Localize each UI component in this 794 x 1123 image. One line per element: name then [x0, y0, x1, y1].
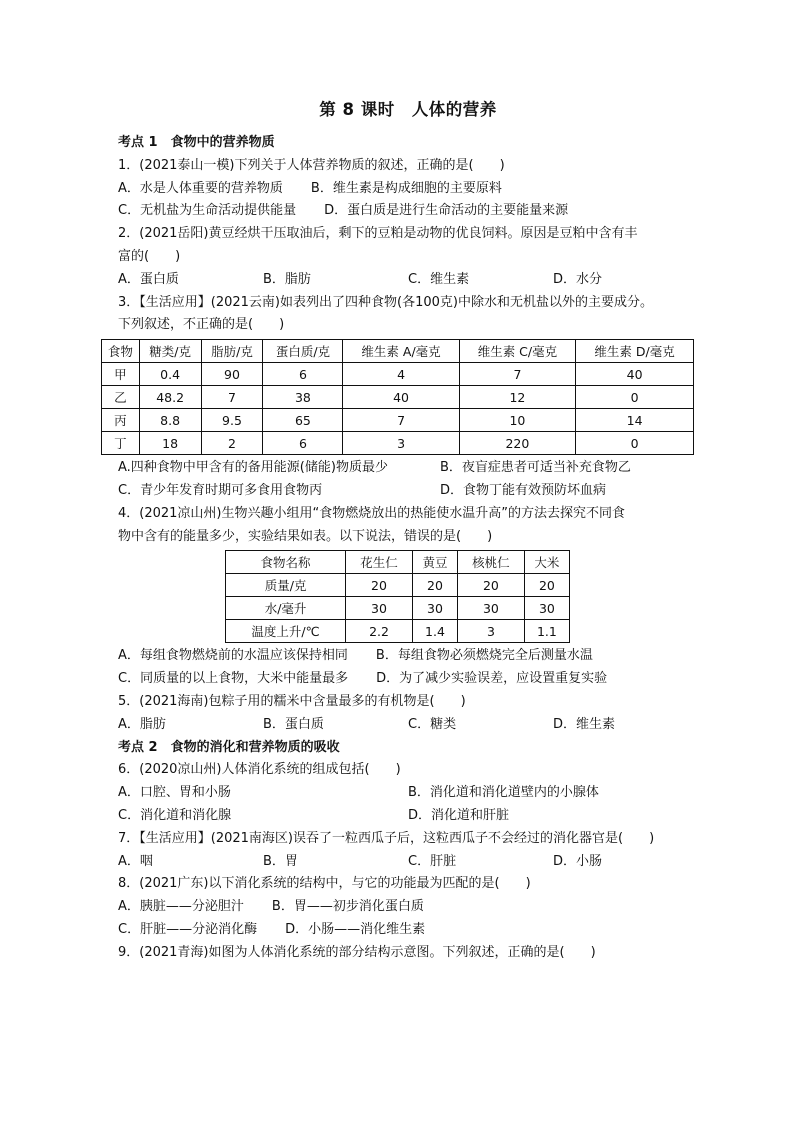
q1-option-a: A．水是人体重要的营养物质 [118, 180, 283, 196]
q6-stem: 6．(2020凉山州)人体消化系统的组成包括( ) [118, 762, 401, 778]
q6-options-row2 [118, 805, 698, 828]
q2-option-b: B．脂肪 [263, 271, 311, 287]
food-nutrient-table [101, 339, 694, 455]
table-cell: 20 [458, 574, 525, 597]
q2-stem-line2: 富的( ) [118, 248, 181, 264]
table-cell: 40 [576, 363, 694, 386]
table-cell: 3 [458, 620, 525, 643]
q8-options-row2 [118, 919, 698, 942]
q3-stem-line2: 下列叙述，不正确的是( ) [118, 317, 285, 333]
table-cell: 220 [459, 432, 576, 455]
table-cell: 4 [343, 363, 459, 386]
table-header-cell: 蛋白质/克 [263, 340, 343, 363]
q3-option-a: A.四种食物中甲含有的备用能源(储能)物质最少 [118, 460, 388, 476]
table-cell: 0.4 [139, 363, 201, 386]
q4-stem-line2: 物中含有的能量多少，实验结果如表。以下说法，错误的是( ) [118, 528, 493, 544]
table-cell: 65 [263, 409, 343, 432]
table-cell: 30 [412, 597, 457, 620]
q5-option-d: D．维生素 [553, 716, 616, 732]
table-cell: 2 [201, 432, 263, 455]
q4-option-c: C．同质量的以上食物，大米中能量最多 [118, 671, 349, 687]
table-cell: 30 [524, 597, 569, 620]
table-header-cell: 食物 [102, 340, 140, 363]
q1-option-d: D．蛋白质是进行生命活动的主要能量来源 [324, 203, 569, 219]
q4-options-row2 [118, 668, 698, 691]
q7-option-c: C．肝脏 [408, 853, 457, 869]
q4-options-row1 [118, 645, 698, 668]
q1-option-c: C．无机盐为生命活动提供能量 [118, 203, 297, 219]
table-cell: 14 [576, 409, 694, 432]
table-cell: 9.5 [201, 409, 263, 432]
table-cell: 38 [263, 386, 343, 409]
table-cell: 10 [459, 409, 576, 432]
section-heading-1: 考点 1 食物中的营养物质 [118, 135, 275, 150]
q1-stem: 1．(2021泰山一模)下列关于人体营养物质的叙述，正确的是( ) [118, 157, 505, 173]
q5-option-a: A．脂肪 [118, 716, 166, 732]
table-cell: 30 [458, 597, 525, 620]
table-header-row [102, 340, 694, 363]
q6-option-d: D．消化道和肝脏 [408, 807, 510, 823]
table-row [226, 620, 570, 643]
q4-option-d: D．为了减少实验误差，应设置重复实验 [376, 671, 608, 687]
table-cell: 20 [412, 574, 457, 597]
q2-option-d: D．水分 [553, 271, 603, 287]
table-cell: 12 [459, 386, 576, 409]
q8-stem: 8．(2021广东)以下消化系统的结构中，与它的功能最为匹配的是( ) [118, 876, 531, 892]
table-header-cell: 花生仁 [346, 551, 413, 574]
q3-options-row1 [118, 457, 698, 480]
table-cell: 水/毫升 [226, 597, 346, 620]
q5-option-b: B．蛋白质 [263, 716, 324, 732]
food-energy-table [225, 550, 570, 643]
q8-options-row1 [118, 896, 698, 919]
table-cell: 20 [524, 574, 569, 597]
table-cell: 甲 [102, 363, 140, 386]
q7-stem: 7．【生活应用】(2021南海区)误吞了一粒西瓜子后，这粒西瓜子不会经过的消化器官是( ) [118, 830, 655, 846]
section-heading-2: 考点 2 食物的消化和营养物质的吸收 [118, 739, 340, 755]
table-row [102, 432, 694, 455]
table-row [226, 574, 570, 597]
q2-stem-line1: 2．(2021岳阳)黄豆经烘干压取油后，剩下的豆粕是动物的优良饲料。原因是豆粕中含有丰 [118, 226, 638, 242]
q3-option-d: D．食物丁能有效预防坏血病 [440, 482, 607, 498]
table-header-row [226, 551, 570, 574]
q1-options-row1 [118, 178, 698, 201]
table-cell: 7 [343, 409, 459, 432]
table-cell: 0 [576, 432, 694, 455]
q7-option-b: B．胃 [263, 853, 298, 869]
table-cell: 2.2 [346, 620, 413, 643]
q9-stem: 9．(2021青海)如图为人体消化系统的部分结构示意图。下列叙述，正确的是( ) [118, 944, 596, 960]
q3-options-row2 [118, 480, 698, 503]
table-cell: 8.8 [139, 409, 201, 432]
table-row [102, 409, 694, 432]
q1-options-row2 [118, 200, 698, 223]
table-cell: 6 [263, 363, 343, 386]
q6-option-c: C．消化道和消化腺 [118, 807, 232, 823]
table-cell: 40 [343, 386, 459, 409]
table-cell: 30 [346, 597, 413, 620]
q7-option-a: A．咽 [118, 853, 153, 869]
table-cell: 20 [346, 574, 413, 597]
table-header-cell: 糖类/克 [139, 340, 201, 363]
table-cell: 质量/克 [226, 574, 346, 597]
table-cell: 6 [263, 432, 343, 455]
table-row [102, 363, 694, 386]
q8-option-b: B．胃——初步消化蛋白质 [271, 899, 424, 915]
q6-option-b: B．消化道和消化道壁内的小腺体 [408, 785, 599, 801]
q5-stem: 5．(2021海南)包粽子用的糯米中含量最多的有机物是( ) [118, 693, 466, 709]
q6-options-row1 [118, 782, 698, 805]
table-row [102, 386, 694, 409]
table-cell: 48.2 [139, 386, 201, 409]
q8-option-c: C．肝脏——分泌消化酶 [118, 921, 258, 937]
table-header-cell: 维生素 D/毫克 [576, 340, 694, 363]
q5-options [118, 714, 698, 737]
q3-stem-line1: 3．【生活应用】(2021云南)如表列出了四种食物(各100克)中除水和无机盐以外的主要成分。 [118, 294, 653, 310]
table-cell: 丁 [102, 432, 140, 455]
q8-option-d: D．小肠——消化维生素 [285, 921, 426, 937]
table-row [226, 597, 570, 620]
q7-options [118, 851, 698, 874]
table-header-cell: 维生素 A/毫克 [343, 340, 459, 363]
table-cell: 90 [201, 363, 263, 386]
table-header-cell: 核桃仁 [458, 551, 525, 574]
table-cell: 3 [343, 432, 459, 455]
table-cell: 温度上升/℃ [226, 620, 346, 643]
worksheet-page [107, 96, 698, 965]
q2-options [118, 269, 698, 292]
q4-option-b: B．每组食物必须燃烧完全后测量水温 [375, 648, 593, 664]
table-cell: 7 [201, 386, 263, 409]
q3-option-c: C．青少年发育时期可多食用食物丙 [118, 482, 323, 498]
table-cell: 7 [459, 363, 576, 386]
page-title: 第 8 课时 人体的营养 [319, 100, 497, 119]
q6-option-a: A．口腔、胃和小肠 [118, 785, 231, 801]
table-cell: 乙 [102, 386, 140, 409]
table-header-cell: 食物名称 [226, 551, 346, 574]
q8-option-a: A．胰脏——分泌胆汁 [118, 899, 244, 915]
q4-stem-line1: 4．(2021凉山州)生物兴趣小组用“食物燃烧放出的热能使水温升高”的方法去探究不同食 [118, 505, 625, 521]
q3-option-b: B．夜盲症患者可适当补充食物乙 [440, 460, 631, 476]
q2-option-a: A．蛋白质 [118, 271, 179, 287]
table-header-cell: 大米 [524, 551, 569, 574]
q5-option-c: C．糖类 [408, 716, 457, 732]
table-cell: 18 [139, 432, 201, 455]
table-header-cell: 黄豆 [412, 551, 457, 574]
table-header-cell: 脂肪/克 [201, 340, 263, 363]
table-cell: 1.4 [412, 620, 457, 643]
table-cell: 丙 [102, 409, 140, 432]
table-header-cell: 维生素 C/毫克 [459, 340, 576, 363]
q7-option-d: D．小肠 [553, 853, 603, 869]
q1-option-b: B．维生素是构成细胞的主要原料 [310, 180, 502, 196]
table-cell: 1.1 [524, 620, 569, 643]
q2-option-c: C．维生素 [408, 271, 470, 287]
q4-option-a: A．每组食物燃烧前的水温应该保持相同 [118, 648, 348, 664]
table-cell: 0 [576, 386, 694, 409]
